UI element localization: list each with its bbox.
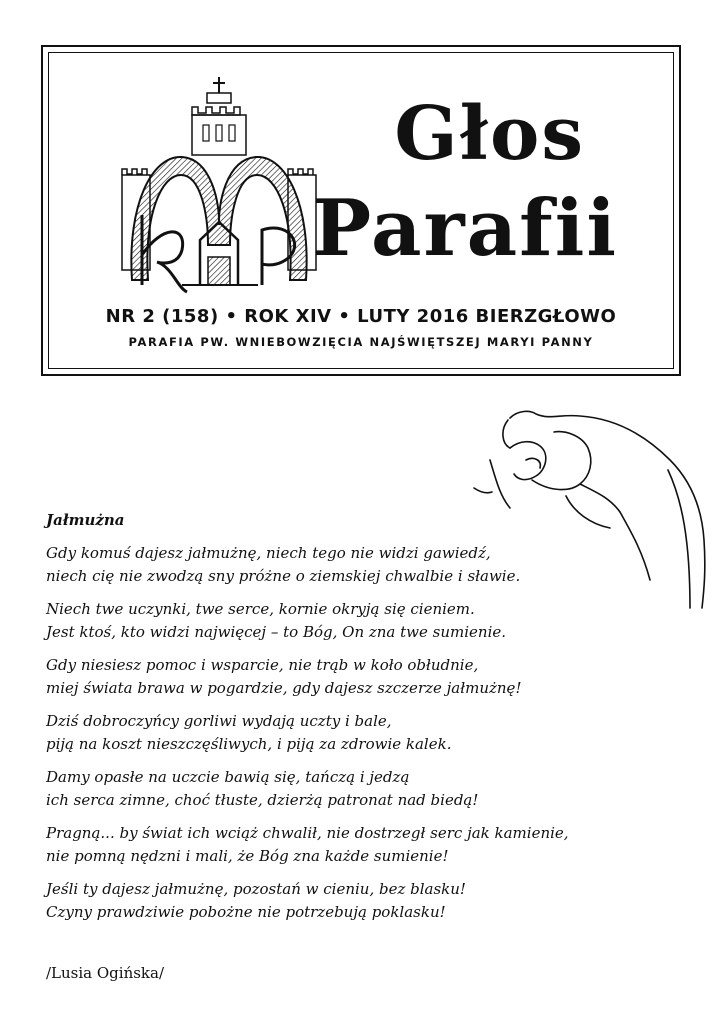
poem-verse: ich serca zimne, choć tłuste, dzierżą patronat nad biedą! [46,791,479,809]
poem-verse: Gdy niesiesz pomoc i wsparcie, nie trąb w koło obłudnie, [46,656,479,674]
parish-name: PARAFIA PW. WNIEBOWZIĘCIA NAJŚWIĘTSZEJ MARYI PANNY [128,335,594,349]
poem-stanza [46,710,666,756]
issue-info: NR 2 (158) • ROK XIV • LUTY 2016 BIERZGŁOWO [105,306,617,327]
poem-verse: Czyny prawdziwie pobożne nie potrzebują poklasku! [46,903,446,921]
poem-stanza [46,598,666,644]
masthead-title-parafii: Parafii [312,183,618,274]
masthead [41,45,681,376]
poem-verse: piją na koszt nieszczęśliwych, i piją za zdrowie kalek. [46,735,452,753]
poem-verse: Jest ktoś, kto widzi najwięcej – to Bóg, On zna twe sumienie. [46,623,507,641]
poem-stanza [46,822,666,868]
poem-stanza [46,878,666,924]
poem-stanza [46,542,666,588]
poem-stanza [46,766,666,812]
poem-verse: Damy opasłe na uczcie bawią się, tańczą i jedzą [46,768,410,786]
poem-verse: Jeśli ty dajesz jałmużnę, pozostań w cieniu, bez blasku! [46,880,466,898]
poem-verse: Pragną... by świat ich wciąż chwalił, nie dostrzegł serc jak kamienie, [46,824,569,842]
poem-verse: miej świata brawa w pogardzie, gdy dajesz szczerze jałmużnę! [46,679,522,697]
church-kmp-monogram-icon [112,75,327,295]
poem-verse: Niech twe uczynki, twe serce, kornie okryją się cieniem. [46,600,475,618]
poem-verse: Dziś dobroczyńcy gorliwi wydają uczty i bale, [46,712,392,730]
poem-stanza [46,654,666,700]
poem-title: Jałmużna [46,511,125,529]
poem [46,511,666,934]
masthead-inner-frame [48,52,674,369]
poem-verse: nie pomną nędzni i mali, że Bóg zna każde sumienie! [46,847,449,865]
poem-verse: Gdy komuś dajesz jałmużnę, niech tego nie widzi gawiedź, [46,544,491,562]
masthead-title-glos: Głos [394,91,585,177]
poem-verse: niech cię nie zwodzą sny próżne o ziemskiej chwalbie i sławie. [46,567,521,585]
poem-author: /Lusia Ogińska/ [46,964,165,982]
